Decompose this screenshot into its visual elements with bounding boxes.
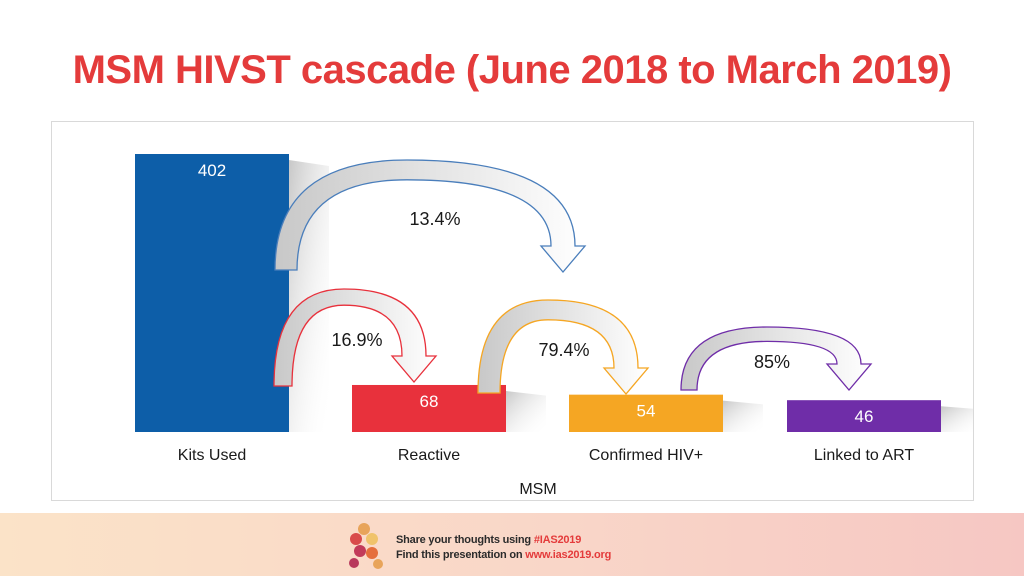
footer-share-text: Share your thoughts using — [396, 534, 534, 546]
bar-kits-used — [135, 154, 289, 432]
bar-value-label: 46 — [854, 407, 874, 427]
x-axis-label: MSM — [519, 481, 557, 498]
category-label: Reactive — [397, 447, 461, 464]
footer-banner — [0, 513, 1024, 576]
percentage-label: 13.4% — [409, 209, 461, 229]
bar-shadow — [723, 401, 763, 432]
cascade-chart — [52, 122, 973, 500]
bar-shadow — [941, 406, 973, 432]
bar-value-label: 54 — [636, 401, 656, 421]
bar-value-label: 68 — [419, 391, 439, 411]
page-title: MSM HIVST cascade (June 2018 to March 2019) — [72, 48, 952, 92]
category-label: Confirmed HIV+ — [588, 447, 704, 464]
chart-area — [51, 121, 974, 501]
bar-value-label: 402 — [197, 161, 227, 180]
percentage-label: 85% — [753, 352, 791, 372]
footer-link[interactable]: www.ias2019.org — [525, 549, 612, 561]
ias-ribbon-logo — [344, 519, 388, 571]
percentage-label: 16.9% — [331, 330, 383, 350]
category-label: Kits Used — [177, 447, 247, 464]
category-label: Linked to ART — [813, 447, 915, 464]
bar-shadow — [506, 391, 546, 432]
footer-find-text: Find this presentation on — [396, 549, 526, 561]
percentage-label: 79.4% — [538, 340, 590, 360]
footer-hashtag[interactable]: #IAS2019 — [533, 534, 582, 546]
footer-text — [396, 533, 611, 563]
